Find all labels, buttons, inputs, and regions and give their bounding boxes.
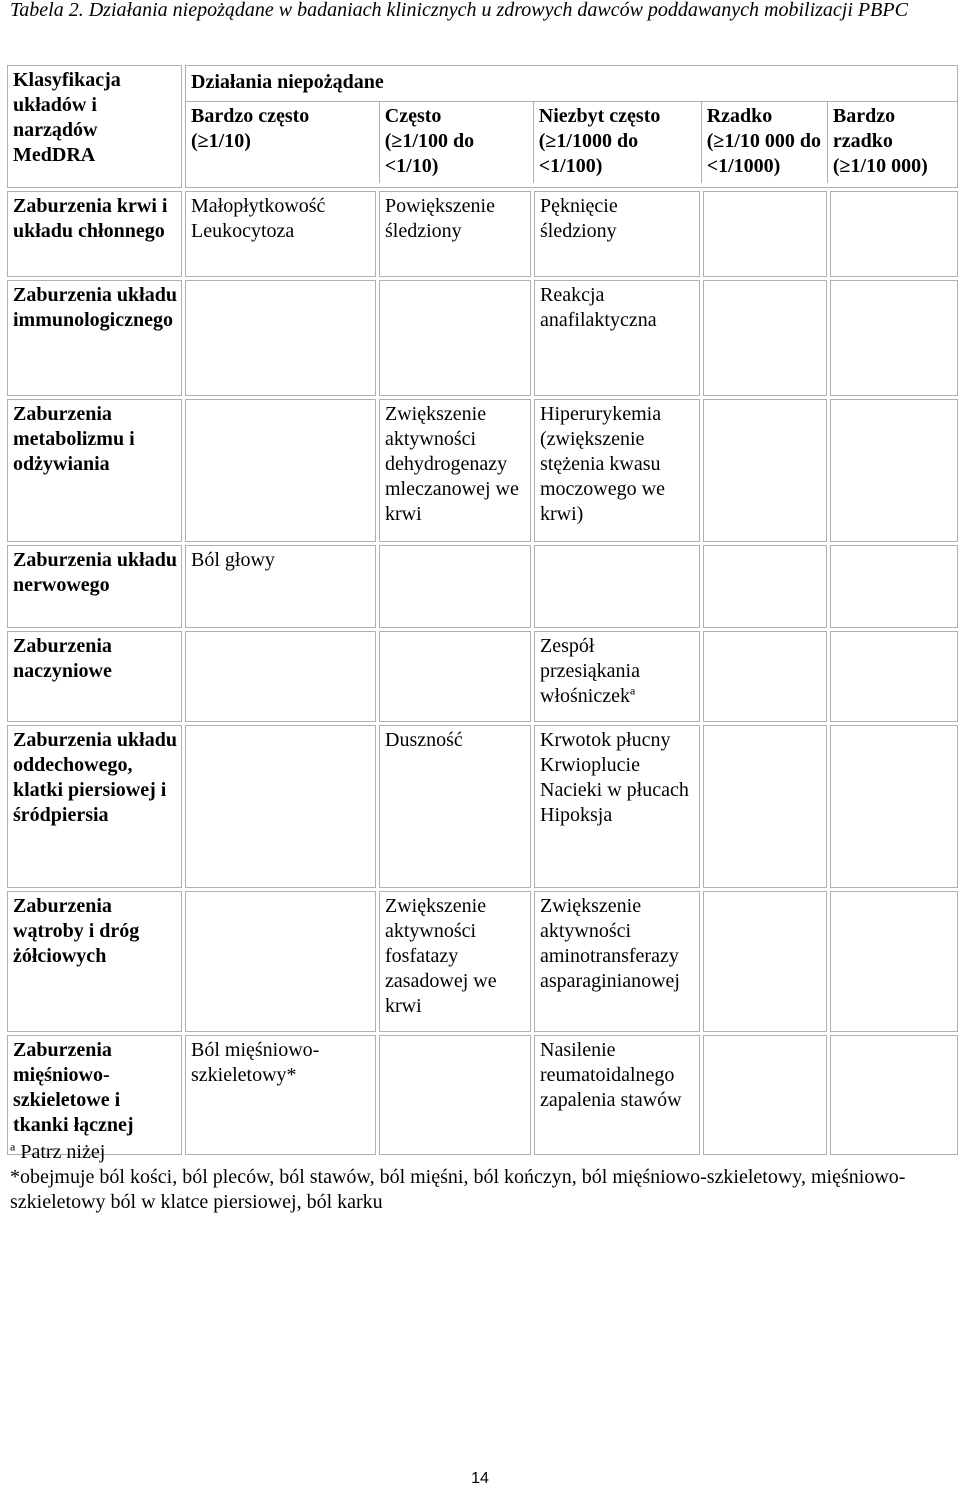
frequency-cell bbox=[534, 191, 700, 277]
soc-cell: Zaburzenia metabolizmu i odżywiania bbox=[7, 399, 182, 542]
adverse-event: Zwiększenie aktywności dehydrogenazy mleczanowej we krwi bbox=[385, 403, 519, 525]
frequency-cell bbox=[830, 399, 958, 542]
frequency-cell bbox=[534, 725, 700, 888]
header-col-0 bbox=[186, 101, 379, 183]
header-col-label: Niezbyt często bbox=[538, 105, 661, 127]
adverse-event: Hiperurykemia (zwiększenie stężenia kwasu moczowego we krwi) bbox=[540, 403, 665, 525]
adverse-event: Nasilenie reumatoidalnego zapalenia stawów bbox=[540, 1039, 682, 1111]
header-subcolumns bbox=[186, 101, 957, 183]
adverse-event: Reakcja anafilaktyczna bbox=[540, 284, 657, 331]
frequency-cell bbox=[703, 545, 827, 628]
adverse-event: Ból mięśniowo-szkieletowy* bbox=[191, 1039, 320, 1086]
table-row bbox=[7, 631, 958, 722]
frequency-cell bbox=[379, 631, 531, 722]
frequency-cell bbox=[703, 280, 827, 396]
header-col-range: (≥1/10) bbox=[191, 130, 251, 152]
footnote-star: *obejmuje ból kości, ból pleców, ból stawów, ból mięśni, ból kończyn, ból mięśniowo-szkieletowy, mięśniowo-szkieletowy ból w klatce piersiowej, ból karku bbox=[10, 1166, 906, 1213]
header-group-title: Działania niepożądane bbox=[191, 71, 384, 93]
soc-cell: Zaburzenia układu immunologicznego bbox=[7, 280, 182, 396]
table-row bbox=[7, 191, 958, 277]
footnote-marker: a bbox=[629, 683, 636, 698]
adverse-event: Krwioplucie bbox=[540, 754, 640, 776]
adverse-event: Małopłytkowość bbox=[191, 195, 326, 217]
frequency-cell bbox=[703, 725, 827, 888]
frequency-cell bbox=[830, 725, 958, 888]
frequency-cell bbox=[379, 725, 531, 888]
frequency-cell bbox=[379, 280, 531, 396]
table-caption bbox=[10, 0, 950, 23]
caption-prefix: Tabela 2. bbox=[10, 0, 84, 21]
header-row bbox=[7, 65, 958, 188]
footnote-a: $^a$ Patrz niżej bbox=[10, 1139, 106, 1163]
frequency-cell bbox=[534, 1035, 700, 1155]
header-col-label: Bardzo rzadko bbox=[832, 105, 896, 152]
footnotes bbox=[10, 1140, 950, 1215]
frequency-cell bbox=[379, 545, 531, 628]
table-row bbox=[7, 399, 958, 542]
page-number: 14 bbox=[471, 1470, 489, 1487]
frequency-cell bbox=[703, 631, 827, 722]
frequency-cell bbox=[185, 891, 376, 1032]
frequency-cell bbox=[830, 631, 958, 722]
frequency-cell bbox=[534, 280, 700, 396]
header-col-1 bbox=[379, 101, 533, 183]
header-soc: Klasyfikacja układów i narządów MedDRA bbox=[7, 65, 182, 188]
frequency-cell bbox=[830, 280, 958, 396]
header-col-range: (≥1/1000 do <1/100) bbox=[538, 130, 639, 177]
frequency-cell bbox=[830, 191, 958, 277]
frequency-cell bbox=[703, 1035, 827, 1155]
frequency-cell bbox=[703, 891, 827, 1032]
frequency-cell bbox=[379, 891, 531, 1032]
adverse-event: Zwiększenie aktywności fosfatazy zasadowej we krwi bbox=[385, 895, 497, 1017]
soc-cell: Zaburzenia mięśniowo-szkieletowe i tkanki łącznej bbox=[7, 1035, 182, 1155]
table-row bbox=[7, 1035, 958, 1155]
table-row bbox=[7, 280, 958, 396]
header-col-range: (≥1/100 do <1/10) bbox=[384, 130, 475, 177]
soc-cell: Zaburzenia wątroby i dróg żółciowych bbox=[7, 891, 182, 1032]
frequency-cell bbox=[185, 631, 376, 722]
adverse-event: Zwiększenie aktywności aminotransferazy asparaginianowej bbox=[540, 895, 680, 992]
header-col-label: Bardzo często bbox=[191, 105, 310, 127]
frequency-cell bbox=[185, 1035, 376, 1155]
adverse-event: Duszność bbox=[385, 729, 463, 751]
adverse-event: Powiększenie śledziony bbox=[385, 195, 495, 242]
frequency-cell bbox=[185, 280, 376, 396]
soc-cell: Zaburzenia krwi i układu chłonnego bbox=[7, 191, 182, 277]
adverse-events-table bbox=[4, 62, 960, 1158]
adverse-event: Ból głowy bbox=[191, 549, 275, 571]
adverse-event: Nacieki w płucach bbox=[540, 779, 689, 801]
header-col-label: Rzadko bbox=[706, 105, 773, 127]
frequency-cell bbox=[185, 725, 376, 888]
frequency-cell bbox=[534, 399, 700, 542]
header-col-3 bbox=[701, 101, 827, 183]
adverse-event: Hipoksja bbox=[540, 804, 613, 826]
frequency-cell bbox=[830, 545, 958, 628]
table-row bbox=[7, 545, 958, 628]
frequency-cell bbox=[379, 191, 531, 277]
frequency-cell bbox=[379, 399, 531, 542]
frequency-cell bbox=[379, 1035, 531, 1155]
soc-cell: Zaburzenia naczyniowe bbox=[7, 631, 182, 722]
header-col-4 bbox=[827, 101, 957, 183]
frequency-cell bbox=[534, 545, 700, 628]
frequency-cell bbox=[830, 1035, 958, 1155]
frequency-cell bbox=[703, 399, 827, 542]
frequency-cell bbox=[185, 545, 376, 628]
header-col-range: (≥1/10 000) bbox=[832, 155, 928, 177]
frequency-cell bbox=[703, 191, 827, 277]
header-col-label: Często bbox=[384, 105, 442, 127]
header-col-2 bbox=[533, 101, 701, 183]
frequency-cell bbox=[185, 191, 376, 277]
frequency-cell bbox=[534, 891, 700, 1032]
frequency-cell bbox=[185, 399, 376, 542]
soc-cell: Zaburzenia układu oddechowego, klatki piersiowej i śródpiersia bbox=[7, 725, 182, 888]
frequency-cell bbox=[534, 631, 700, 722]
adverse-event: Krwotok płucny bbox=[540, 729, 671, 751]
adverse-event: Pęknięcie śledziony bbox=[540, 195, 618, 242]
adverse-event: Leukocytoza bbox=[191, 220, 295, 242]
soc-cell: Zaburzenia układu nerwowego bbox=[7, 545, 182, 628]
table-row bbox=[7, 891, 958, 1032]
header-col-range: (≥1/10 000 do <1/1000) bbox=[706, 130, 822, 177]
adverse-event: Zespół przesiąkania włośniczek$^a$ bbox=[540, 635, 640, 707]
frequency-cell bbox=[830, 891, 958, 1032]
table-row bbox=[7, 725, 958, 888]
header-group-cell bbox=[185, 65, 958, 188]
caption-text: Działania niepożądane w badaniach klinicznych u zdrowych dawców poddawanych mobilizacji PBPC bbox=[83, 0, 908, 21]
